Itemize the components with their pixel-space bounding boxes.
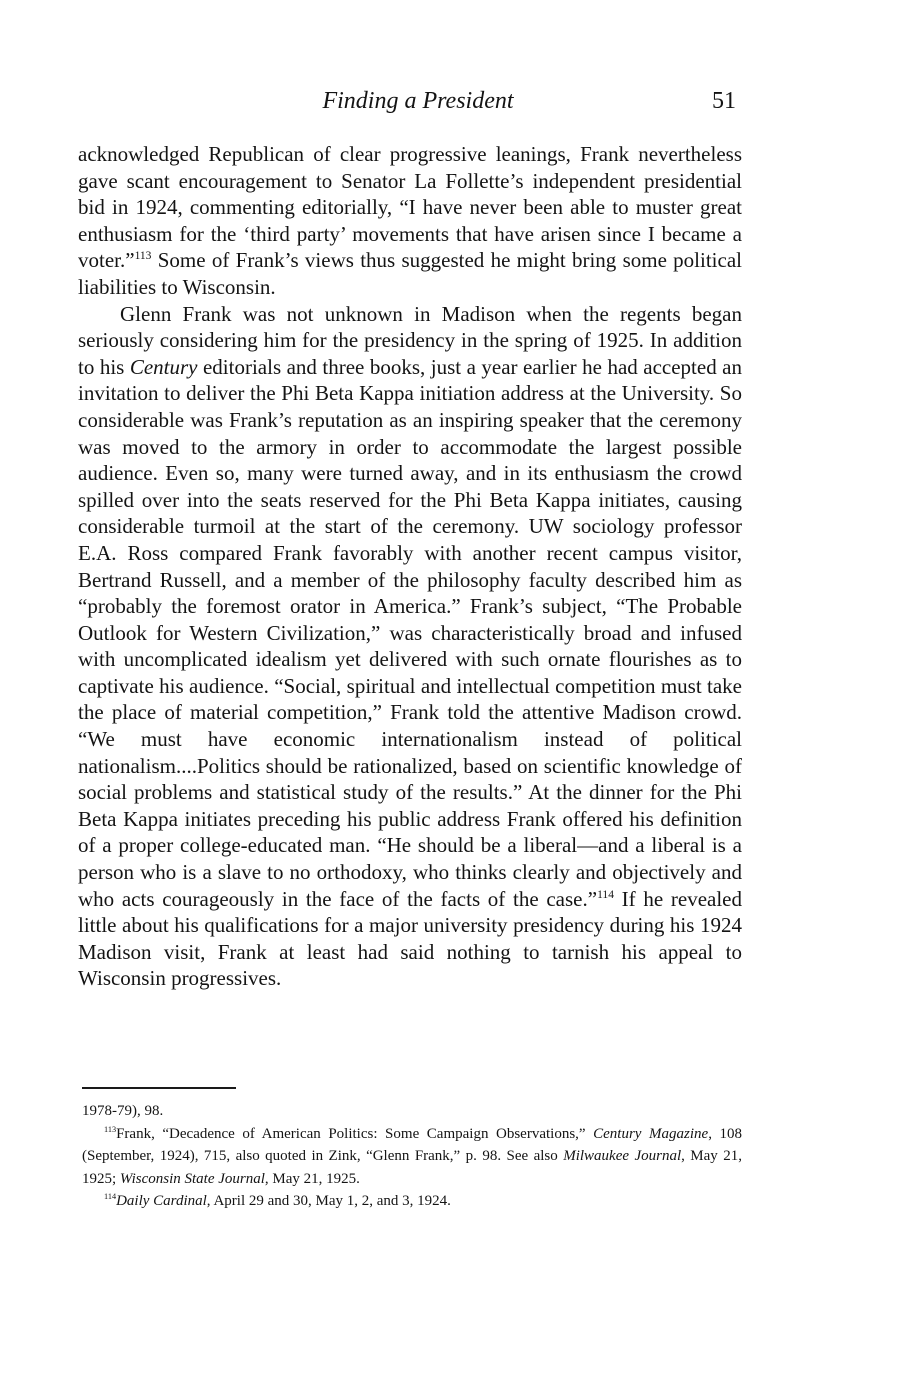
footnote-text: , 108 (September, 1924), 715, also quoted in Zink, “Glenn Frank,” p. 98. See also bbox=[82, 1125, 743, 1164]
footnote-rule bbox=[82, 1087, 236, 1089]
paragraph-text: Glenn Frank was not unknown in Madison when the regents began seriously considering him for the presidency in the spring of 1925. In addition to his bbox=[78, 301, 742, 379]
italic-title-century: Century bbox=[129, 354, 198, 379]
footnote-ref-113: 113 bbox=[134, 250, 152, 263]
footnote-text: , May 21, 1925; bbox=[82, 1148, 742, 1187]
footnote-italic: Daily Cardinal bbox=[116, 1193, 207, 1209]
running-title: Finding a President bbox=[322, 88, 514, 114]
footnote-number: 114 bbox=[104, 1192, 117, 1201]
footnote-italic: Milwaukee Journal bbox=[563, 1148, 682, 1164]
footnote-113 bbox=[82, 1123, 742, 1191]
footnote-ref-114: 114 bbox=[597, 888, 614, 901]
paragraph-text: Some of Frank’s views thus suggested he might bring some political liabilities to Wisconsin. bbox=[78, 248, 742, 299]
footnote-text: , April 29 and 30, May 1, 2, and 3, 1924. bbox=[206, 1193, 451, 1209]
paragraph-text: editorials and three books, just a year earlier he had accepted an invitation to deliver the Phi Beta Kappa initiation address at the University. So considerable was Frank’s reputation as an inspiring speaker that the ceremony was moved to the armory in order to accommodate the largest possible audience. Even so, many were turned away, and in its enthusiasm the crowd spilled over into the seats reserved for the Phi Beta Kappa initiates, causing considerable turmoil at the start of the ceremony. UW sociology professor E.A. Ross compared Frank favorably with another recent campus visitor, Bertrand Russell, and a member of the philosophy faculty described him as “probably the foremost orator in America.” Frank’s subject, “The Probable Outlook for Western Civilization,” was characteristically broad and infused with uncomplicated idealism yet delivered with such ornate flourishes as to captivate his audience. “Social, spiritual and intellectual competition must take the place of material competition,” Frank told the attentive Madison crowd. “We must have economic internationalism instead of political nationalism....Politics should be rationalized, based on scientific knowledge of social problems and statistical study of the results.” At the dinner for the Phi Beta Kappa initiates preceding his public address Frank offered his definition of a proper college-educated man. “He should be a liberal—and a liberal is a person who is a slave to no orthodoxy, who thinks clearly and objectively and who acts courageously in the face of the facts of the case.” bbox=[78, 354, 742, 911]
footnote-italic: Wisconsin State Journal bbox=[119, 1170, 265, 1187]
footnote-number: 113 bbox=[104, 1124, 117, 1134]
footnote-text: , May 21, 1925. bbox=[264, 1170, 360, 1187]
footnote-114 bbox=[82, 1190, 742, 1213]
body-text bbox=[78, 141, 742, 992]
paragraph-glenn-frank bbox=[78, 301, 742, 992]
running-head bbox=[78, 84, 738, 118]
footnote-text: Frank, “Decadence of American Politics: Some Campaign Observations,” bbox=[116, 1125, 594, 1142]
footnote-continued: 1978-79), 98. bbox=[82, 1103, 164, 1119]
paragraph-continued bbox=[78, 141, 742, 301]
paragraph-text: If he revealed little about his qualifications for a major university presidency during his 1924 Madison visit, Frank at least had said nothing to tarnish his appeal to Wisconsin progressives. bbox=[78, 886, 743, 991]
footnotes bbox=[82, 1100, 742, 1213]
paragraph-text: acknowledged Republican of clear progressive leanings, Frank nevertheless gave scant encouragement to Senator La Follette’s independent presidential bid in 1924, commenting editorially, “I have never been able to muster great enthusiasm for the ‘third party’ movements that have arisen since I became a voter.” bbox=[78, 142, 742, 273]
footnote-italic: Century Magazine bbox=[593, 1125, 709, 1142]
page-number: 51 bbox=[712, 88, 736, 114]
